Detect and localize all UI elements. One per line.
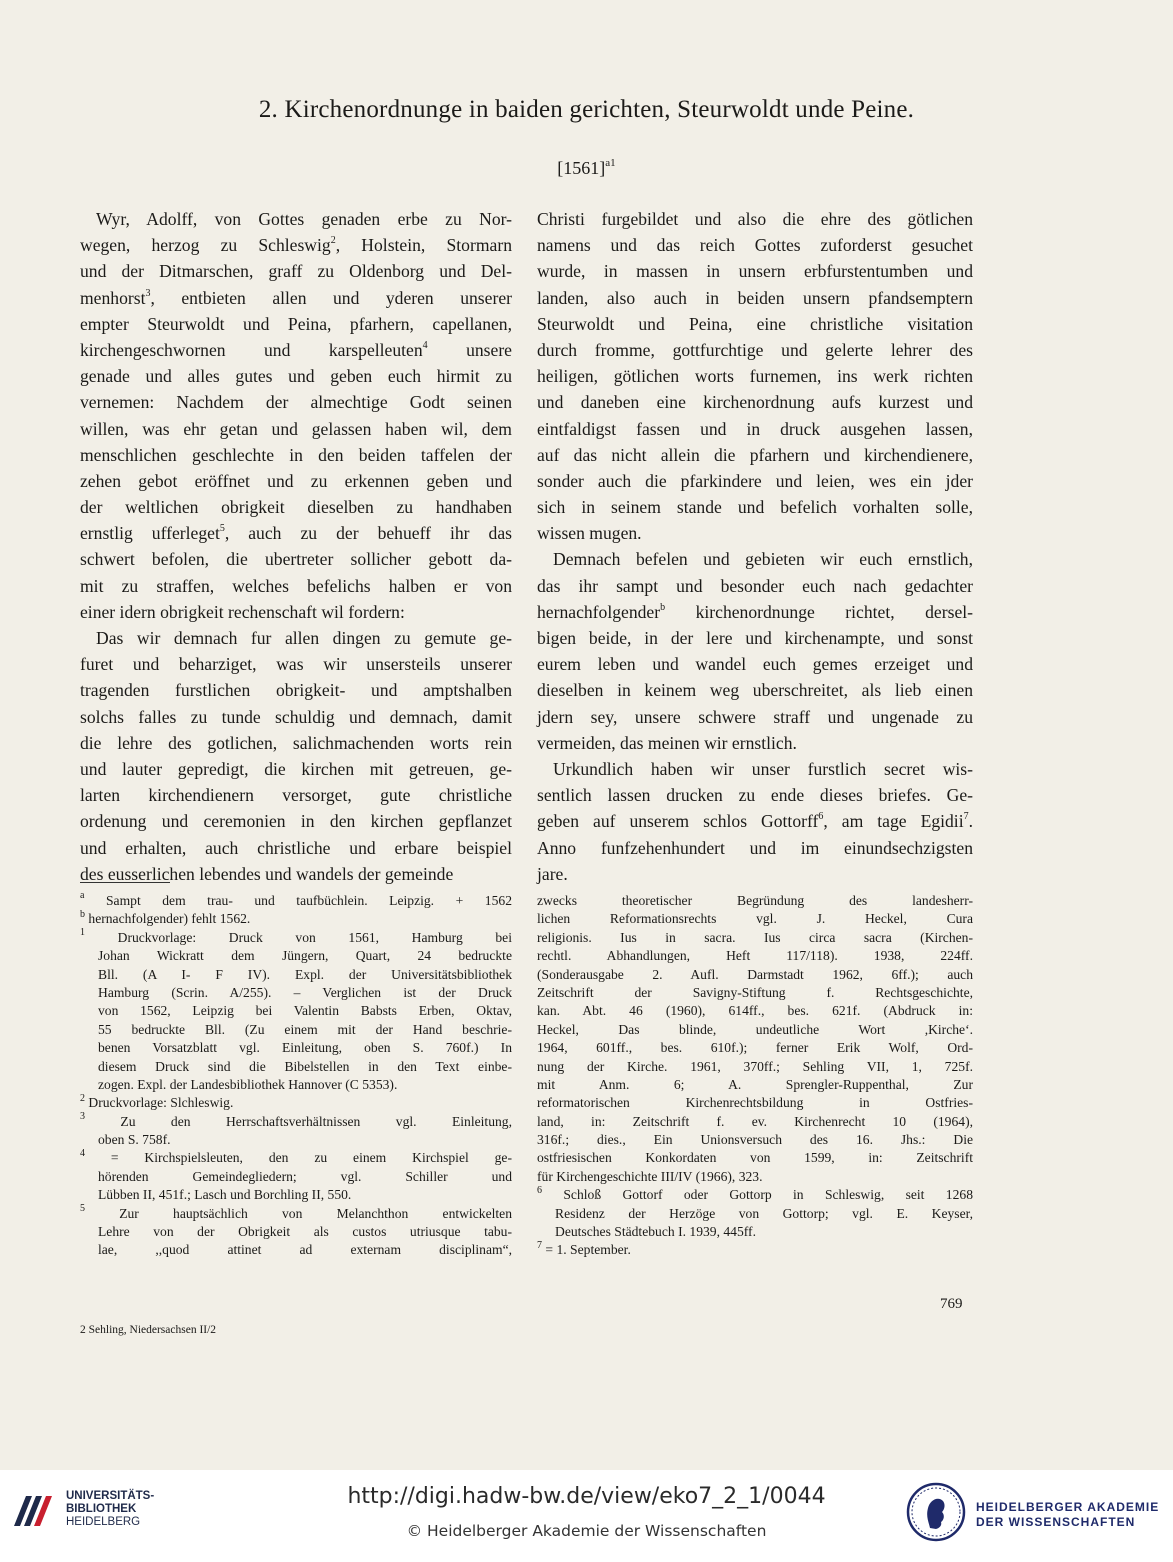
footnotes-right-line bbox=[537, 910, 973, 928]
footnotes-right-line bbox=[537, 1205, 973, 1223]
text-run: larten kirchendienern versorget, gute christliche bbox=[80, 785, 512, 806]
footnotes-left-line bbox=[80, 1058, 512, 1076]
text-run: ordenung und ceremonien in den kirchen gepflanzet bbox=[80, 811, 512, 832]
text-run: Residenz der Herzöge von Gottorp; vgl. E. Keyser, bbox=[555, 1205, 973, 1221]
text-run: 1964, 601ff., bes. 610f.); ferner Erik Wolf, Ord- bbox=[537, 1040, 973, 1056]
left-column-line bbox=[80, 808, 512, 834]
footnote-marker: 7 bbox=[537, 1239, 542, 1251]
text-run: durch fromme, gottfurchtige und gelerte lehrer des bbox=[537, 339, 973, 360]
text-run: die lehre des gotlichen, salichmachenden worts rein bbox=[80, 732, 512, 753]
footnote-marker: a bbox=[80, 890, 85, 902]
left-column-line bbox=[80, 337, 512, 363]
footnotes-left-line bbox=[80, 1223, 512, 1241]
text-run: Bll. (A I- F IV). Expl. der Universitätsbibliothek bbox=[98, 966, 512, 982]
text-run: , Holstein, Stormarn bbox=[335, 235, 512, 256]
text-run: sentlich lassen drucken zu ende dieses briefes. Ge- bbox=[537, 785, 973, 806]
text-run: hörenden Gemeindegliedern; vgl. Schiller und bbox=[98, 1168, 512, 1184]
right-column-line bbox=[537, 677, 973, 703]
footnote-marker: 2 bbox=[80, 1092, 85, 1104]
text-run: ernstlig ufferleget bbox=[80, 523, 220, 544]
text-run: heiligen, götlichen worts furnemen, ins werk richten bbox=[537, 366, 973, 387]
left-column-line bbox=[80, 389, 512, 415]
footnotes-right-line bbox=[537, 1149, 973, 1167]
left-column-line bbox=[80, 651, 512, 677]
right-column-line bbox=[537, 861, 973, 887]
footnotes-right-line bbox=[537, 1039, 973, 1057]
right-column-line bbox=[537, 311, 973, 337]
text-run: Sampt dem trau- und taufbüchlein. Leipzig. + 1562 bbox=[84, 893, 512, 908]
footnote-marker: 4 bbox=[80, 1147, 85, 1159]
text-run: Urkundlich haben wir unser furstlich secret wis- bbox=[553, 758, 973, 779]
footnotes-right-line bbox=[537, 1241, 973, 1259]
text-run: Schloß Gottorf oder Gottorp in Schleswig, seit 1268 bbox=[542, 1187, 973, 1203]
right-column-line bbox=[537, 258, 973, 284]
right-column-line bbox=[537, 389, 973, 415]
left-column-line bbox=[80, 835, 512, 861]
footnotes-left-line bbox=[80, 1094, 512, 1112]
text-run: sonder auch die pfarkindere und leien, wes ein jder bbox=[537, 470, 973, 491]
footnotes-right-line bbox=[537, 1076, 973, 1094]
text-run: und daneben eine kirchenordnung aufs kurzest und bbox=[537, 392, 973, 413]
text-run: Zur hauptsächlich von Melanchthon entwickelten bbox=[85, 1205, 512, 1221]
text-run: , am tage Egidii bbox=[823, 811, 964, 832]
footnotes-right-line bbox=[537, 1094, 973, 1112]
right-column-line bbox=[537, 468, 973, 494]
text-run: jare. bbox=[537, 863, 568, 884]
copyright-notice: © Heidelberger Akademie der Wissenschaften bbox=[406, 1522, 767, 1540]
text-run: hernachfolgender) fehlt 1562. bbox=[85, 911, 251, 927]
right-column-line bbox=[537, 625, 973, 651]
text-run: jdern sey, unsere schwere straff und ungenade zu bbox=[537, 706, 973, 727]
left-column-line bbox=[80, 546, 512, 572]
left-column-line bbox=[80, 232, 512, 258]
text-run: Das wir demnach fur allen dingen zu gemute ge- bbox=[96, 628, 512, 648]
text-run: für Kirchengeschichte III/IV (1966), 323. bbox=[537, 1168, 763, 1184]
text-run: eintfaldigst fassen und in druck ausgehen lassen, bbox=[537, 418, 973, 439]
right-column-line bbox=[537, 573, 973, 599]
text-run: wissen mugen. bbox=[537, 523, 642, 544]
document-title: 2. Kirchenordnunge in baiden gerichten, Steurwoldt unde Peine. bbox=[258, 96, 915, 123]
text-run: vernemen: Nachdem der almechtige Godt seinen bbox=[80, 392, 512, 413]
left-column-line bbox=[80, 520, 512, 546]
text-run: empter Steurwoldt und Peina, pfarhern, capellanen, bbox=[80, 313, 512, 334]
text-run: Druckvorlage: Slchleswig. bbox=[85, 1095, 234, 1111]
footnote-marker: 5 bbox=[80, 1203, 85, 1215]
footnotes-left-line bbox=[80, 1241, 512, 1259]
text-run: Hamburg (Scrin. A/255). – Verglichen ist der Druck bbox=[98, 984, 512, 1000]
right-column-line bbox=[537, 782, 973, 808]
text-run: namens und das reich Gottes zuforderst gesuchet bbox=[537, 235, 973, 256]
text-run: wegen, herzog zu Schleswig bbox=[80, 235, 331, 256]
right-column-line bbox=[537, 416, 973, 442]
footnotes-left-line bbox=[80, 966, 512, 984]
footnotes-right-line bbox=[537, 892, 973, 910]
academy-name[interactable] bbox=[976, 1500, 1159, 1530]
text-run: = Kirchspielsleuten, den zu einem Kirchspiel ge- bbox=[85, 1150, 512, 1166]
text-run: willen, was ehr getan und gelassen haben wil, dem bbox=[80, 418, 512, 439]
left-column-line bbox=[80, 782, 512, 808]
text-run: dieselben in keinem weg uberschreitet, als lieb einen bbox=[537, 680, 973, 701]
year-text: [1561] bbox=[557, 158, 606, 178]
text-run: (Sonderausgabe 2. Aufl. Darmstadt 1962, 6ff.); auch bbox=[537, 966, 973, 982]
document-year bbox=[0, 158, 1173, 179]
text-run: kan. Abt. 46 (1960), 614ff., bes. 621f. (Abdruck in: bbox=[537, 1003, 973, 1019]
footnotes-left-line bbox=[80, 1002, 512, 1020]
text-run: oben S. 758f. bbox=[98, 1132, 171, 1148]
text-run: vermeiden, das meinen wir ernstlich. bbox=[537, 732, 797, 753]
text-run: Lübben II, 451f.; Lasch und Borchling II, 550. bbox=[98, 1187, 352, 1203]
text-run: genade und alles gutes und geben euch hirmit zu bbox=[80, 366, 512, 387]
text-run: lichen Reformationsrechts vgl. J. Heckel, Cura bbox=[537, 911, 973, 927]
footnote-marker: 3 bbox=[80, 1111, 85, 1123]
left-column-line bbox=[80, 206, 512, 232]
footnotes-right-line bbox=[537, 1002, 973, 1020]
left-column-line bbox=[80, 573, 512, 599]
print-signature: 2 Sehling, Niedersachsen II/2 bbox=[80, 1324, 217, 1336]
footnote-marker: 5 bbox=[219, 523, 225, 535]
ub-line-3: HEIDELBERG bbox=[66, 1516, 141, 1528]
right-column-line bbox=[537, 520, 973, 546]
text-run: religionis. Ius in sacra. Ius circa sacra (Kirchen- bbox=[537, 929, 973, 945]
text-run: reformatorischen Kirchenrechtsbildung in Ostfries- bbox=[537, 1095, 973, 1111]
text-run: Zu den Herrschaftsverhältnissen vgl. Einleitung, bbox=[85, 1113, 512, 1129]
text-run: wurde, in massen in unsern erbfurstentumben und bbox=[537, 261, 973, 282]
text-run: Johan Wickratt dem Jüngern, Quart, 24 bedruckte bbox=[98, 948, 512, 964]
footnotes-right-line bbox=[537, 1113, 973, 1131]
footnotes-left-line bbox=[80, 1168, 512, 1186]
permalink-url[interactable]: http://digi.hadw-bw.de/view/eko7_2_1/0044 bbox=[347, 1484, 826, 1509]
footnote-marker: 4 bbox=[422, 340, 428, 352]
footnote-marker: 6 bbox=[818, 811, 824, 823]
text-run: kirchengeschwornen und karspelleuten bbox=[80, 339, 423, 360]
ub-line-1: UNIVERSITÄTS- bbox=[66, 1490, 155, 1502]
footnote-marker: 6 bbox=[537, 1184, 542, 1196]
left-column-line bbox=[80, 468, 512, 494]
left-column-line bbox=[80, 599, 512, 625]
footnotes-right-line bbox=[537, 1168, 973, 1186]
footnotes-left-line bbox=[80, 892, 512, 910]
left-column-line bbox=[80, 730, 512, 756]
text-run: zehen gebot eröffnet und zu erkennen geben und bbox=[80, 470, 512, 491]
right-column-line bbox=[537, 730, 973, 756]
footnotes-left-column bbox=[80, 892, 512, 1260]
text-run: . bbox=[968, 811, 973, 832]
footnotes-right-line bbox=[537, 947, 973, 965]
footnotes-left-line bbox=[80, 1131, 512, 1149]
page-number: 769 bbox=[940, 1296, 963, 1312]
footnotes-left-line bbox=[80, 1149, 512, 1167]
right-column-line bbox=[537, 363, 973, 389]
text-run: Steurwoldt und Peina, eine christliche visitation bbox=[537, 313, 973, 334]
text-run: und erhalten, auch christliche und erbare beispiel bbox=[80, 837, 512, 858]
left-column-line bbox=[80, 258, 512, 284]
text-run: und der Ditmarschen, graff zu Oldenborg und Del- bbox=[80, 261, 512, 282]
text-run: und lauter gepredigt, die kirchen mit getreuen, ge- bbox=[80, 758, 512, 779]
text-run: einer idern obrigkeit rechenschaft wil fordern: bbox=[80, 601, 405, 622]
text-run: benen Vorsatzblatt vgl. Einleitung, oben S. 760f.) In bbox=[98, 1040, 512, 1056]
right-column-line bbox=[537, 232, 973, 258]
text-run: sich in seinem stande und befelich vorhalten solle, bbox=[537, 497, 973, 518]
footnotes-left-line bbox=[80, 947, 512, 965]
footnote-marker: b bbox=[660, 601, 666, 613]
text-run: 55 bedruckte Bll. (Zu einem mit der Hand beschrie- bbox=[98, 1021, 512, 1037]
footnotes-right-line bbox=[537, 1186, 973, 1204]
right-column-line bbox=[537, 651, 973, 677]
text-run: Deutsches Städtebuch I. 1939, 445ff. bbox=[555, 1224, 756, 1240]
right-column-line bbox=[537, 599, 973, 625]
footnotes-left-line bbox=[80, 1113, 512, 1131]
footnotes-left-line bbox=[80, 1205, 512, 1223]
right-column-line bbox=[537, 494, 973, 520]
right-column-line bbox=[537, 206, 973, 232]
footnotes-right-line bbox=[537, 1223, 973, 1241]
text-run: 316f.; dies., Ein Unionsversuch des 16. Jhs.: Die bbox=[537, 1132, 973, 1148]
footnote-marker: b bbox=[80, 908, 85, 920]
footnotes-left-line bbox=[80, 1076, 512, 1094]
footnote-marker: 3 bbox=[145, 287, 151, 299]
text-run: schwert befolen, die ubertreter sollicher gebott da- bbox=[80, 549, 512, 570]
left-column-line bbox=[80, 285, 512, 311]
ub-line-2: BIBLIOTHEK bbox=[66, 1503, 137, 1515]
text-run: Zeitschrift der Savigny-Stiftung f. Rechtsgeschichte, bbox=[537, 984, 973, 1000]
footnotes-left-line bbox=[80, 929, 512, 947]
right-column-line bbox=[537, 337, 973, 363]
left-column-line bbox=[80, 311, 512, 337]
text-run: furet und beharziget, was wir unsersteils unserer bbox=[80, 654, 512, 675]
right-column-line bbox=[537, 835, 973, 861]
left-column-line bbox=[80, 442, 512, 468]
left-column-line bbox=[80, 704, 512, 730]
right-column-line bbox=[537, 808, 973, 834]
footnotes-right-line bbox=[537, 929, 973, 947]
text-run: Christi furgebildet und also die ehre des götlichen bbox=[537, 209, 973, 229]
text-run: eurem leben und wandel euch gemes erzeiget und bbox=[537, 654, 973, 675]
text-run: , auch zu der behueff ihr das bbox=[224, 523, 512, 544]
footnotes-left-line bbox=[80, 984, 512, 1002]
right-column-line bbox=[537, 756, 973, 782]
viewer-footer bbox=[0, 1470, 1173, 1562]
text-run: mit zu straffen, welches befelichs halben er von bbox=[80, 575, 512, 596]
text-run: nung der Kirche. 1961, 370ff.; Sehling VII, 1, 725f. bbox=[537, 1058, 973, 1074]
hadw-line-2: DER WISSENSCHAFTEN bbox=[976, 1515, 1136, 1529]
text-run: zwecks theoretischer Begründung des landesherr- bbox=[537, 893, 973, 908]
text-run: des eusserlichen lebendes und wandels der gemeinde bbox=[80, 863, 454, 884]
footnotes-left-line bbox=[80, 1021, 512, 1039]
text-run: der weltlichen obrigkeit dieselben zu handhaben bbox=[80, 497, 512, 518]
text-run: landen, also auch in beiden unsern pfandsemptern bbox=[537, 287, 973, 308]
text-run: diesem Druck sind die Bibelstellen in den Text einbe- bbox=[98, 1058, 512, 1074]
text-run: das ihr sampt und besonder euch nach gedachter bbox=[537, 575, 973, 596]
text-run: menhorst bbox=[80, 287, 146, 308]
left-column-line bbox=[80, 756, 512, 782]
text-run: zogen. Expl. der Landesbibliothek Hannover (C 5353). bbox=[98, 1076, 398, 1092]
main-text-left-column bbox=[80, 206, 512, 887]
right-column-line bbox=[537, 285, 973, 311]
footnotes-right-line bbox=[537, 984, 973, 1002]
text-run: Anno funfzehenhundert und im einundsechzigsten bbox=[537, 837, 973, 858]
footnote-marker: 1 bbox=[80, 927, 85, 939]
text-run: bigen beide, in der lere und kirchenampte, und sonst bbox=[537, 628, 973, 648]
text-run: = 1. September. bbox=[542, 1242, 631, 1258]
text-run: rechtl. Abhandlungen, Heft 117/118). 1938, 224ff. bbox=[537, 948, 973, 964]
text-run: land, in: Zeitschrift f. ev. Kirchenrecht 10 (1964), bbox=[537, 1113, 973, 1129]
main-text-right-column bbox=[537, 206, 973, 887]
right-column-line bbox=[537, 442, 973, 468]
footnote-marker: 2 bbox=[330, 235, 336, 247]
year-footnote-marker: a1 bbox=[605, 157, 616, 169]
text-run: lae, ,,quod attinet ad externam disciplinam“, bbox=[98, 1242, 512, 1258]
footnotes-left-line bbox=[80, 910, 512, 928]
text-run: Heckel, Das blinde, undeutliche Wort ,Kirche‘. bbox=[537, 1021, 973, 1037]
footnote-separator bbox=[80, 882, 170, 883]
footnotes-right-line bbox=[537, 1021, 973, 1039]
right-column-line bbox=[537, 704, 973, 730]
footnotes-right-line bbox=[537, 1131, 973, 1149]
text-run: kirchenordnunge richtet, dersel- bbox=[665, 601, 973, 622]
left-column-line bbox=[80, 494, 512, 520]
footnotes-right-column bbox=[537, 892, 973, 1260]
text-run: unsere bbox=[427, 339, 512, 360]
footnote-marker: 7 bbox=[963, 811, 969, 823]
left-column-line bbox=[80, 363, 512, 389]
hadw-line-1: HEIDELBERGER AKADEMIE bbox=[976, 1500, 1160, 1514]
text-run: Lehre von der Obrigkeit als custos utriusque tabu- bbox=[98, 1224, 512, 1240]
academy-logo-icon[interactable] bbox=[906, 1482, 966, 1542]
text-run: Wyr, Adolff, von Gottes genaden erbe zu Nor- bbox=[96, 209, 512, 229]
text-run: Druckvorlage: Druck von 1561, Hamburg bei bbox=[85, 929, 512, 945]
text-run: tragenden furstlichen obrigkeit- und amptshalben bbox=[80, 680, 512, 701]
left-column-line bbox=[80, 416, 512, 442]
text-run: , entbieten allen und yderen unserer bbox=[150, 287, 512, 308]
footnotes-right-line bbox=[537, 966, 973, 984]
right-column-line bbox=[537, 546, 973, 572]
text-run: menschlichen geschlechte in den beiden taffelen der bbox=[80, 444, 512, 465]
footnotes-left-line bbox=[80, 1039, 512, 1057]
left-column-line bbox=[80, 625, 512, 651]
footnotes-right-line bbox=[537, 1058, 973, 1076]
text-run: von 1562, Leipzig bei Valentin Babsts Erben, Oktav, bbox=[98, 1003, 512, 1019]
text-run: mit Anm. 6; A. Sprengler-Ruppenthal, Zur bbox=[537, 1076, 973, 1092]
text-run: Demnach befelen und gebieten wir euch ernstlich, bbox=[553, 549, 973, 570]
text-run: ostfriesischen Konkordaten von 1599, in: Zeitschrift bbox=[537, 1150, 973, 1166]
text-run: geben auf unserem schlos Gottorff bbox=[537, 811, 819, 832]
footnotes-left-line bbox=[80, 1186, 512, 1204]
text-run: solchs falles zu tunde schuldig und demnach, damit bbox=[80, 706, 512, 727]
text-run: auf das nicht allein die pfarhern und kirchendienere, bbox=[537, 444, 973, 465]
left-column-line bbox=[80, 677, 512, 703]
text-run: hernachfolgender bbox=[537, 601, 661, 622]
